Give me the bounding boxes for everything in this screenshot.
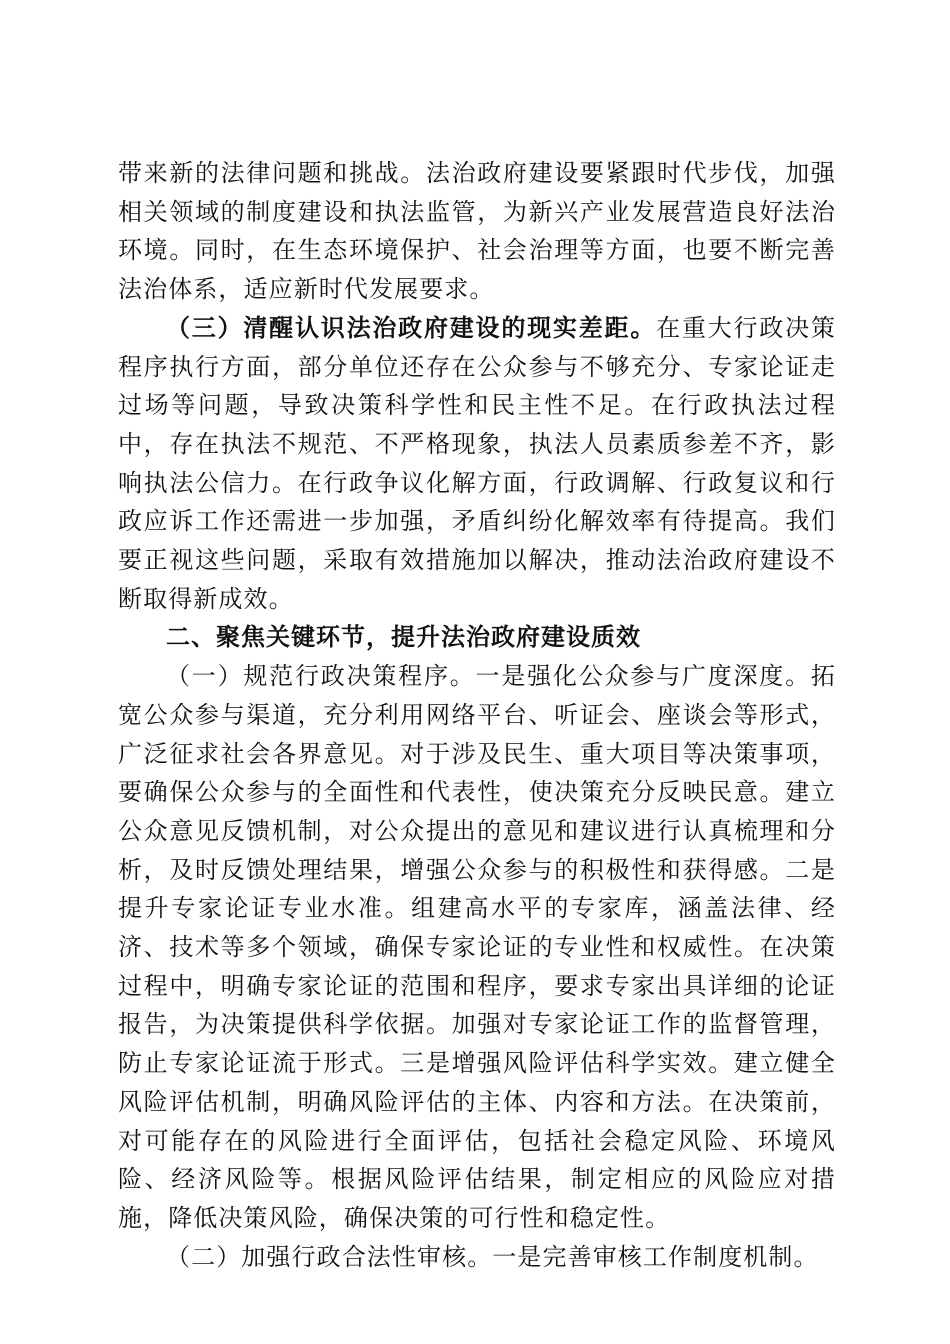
document-body [118,154,836,1276]
paragraph-decision-procedure: （一）规范行政决策程序。一是强化公众参与广度深度。拓宽公众参与渠道，充分利用网络平台、听证会、座谈会等形式，广泛征求社会各界意见。对于涉及民生、重大项目等决策事项，要确保公众参与的全面性和代表性，使决策充分反映民意。建立公众意见反馈机制，对公众提出的意见和建议进行认真梳理和分析，及时反馈处理结果，增强公众参与的积极性和获得感。二是提升专家论证专业水准。组建高水平的专家库，涵盖法律、经济、技术等多个领域，确保专家论证的专业性和权威性。在决策过程中，明确专家论证的范围和程序，要求专家出具详细的论证报告，为决策提供科学依据。加强对专家论证工作的监督管理，防止专家论证流于形式。三是增强风险评估科学实效。建立健全风险评估机制，明确风险评估的主体、内容和方法。在决策前，对可能存在的风险进行全面评估，包括社会稳定风险、环境风险、经济风险等。根据风险评估结果，制定相应的风险应对措施，降低决策风险，确保决策的可行性和稳定性。 [118,662,836,1232]
paragraph-lead: （三）清醒认识法治政府建设的现实差距。 [166,313,657,342]
paragraph-continuation: 带来新的法律问题和挑战。法治政府建设要紧跟时代步伐，加强相关领域的制度建设和执法监管，为新兴产业发展营造良好法治环境。同时，在生态环境保护、社会治理等方面，也要不断完善法治体系，适应新时代发展要求。 [118,159,836,304]
paragraph-text: 在重大行政决策程序执行方面，部分单位还存在公众参与不够充分、专家论证走过场等问题，导致决策科学性和民主性不足。在行政执法过程中，存在执法不规范、不严格现象，执法人员素质参差不齐，影响执法公信力。在行政争议化解方面，行政调解、行政复议和行政应诉工作还需进一步加强，矛盾纠纷化解效率有待提高。我们要正视这些问题，采取有效措施加以解决，推动法治政府建设不断取得新成效。 [118,313,836,613]
paragraph-reality-gap [118,309,836,619]
paragraph-legality-review: （二）加强行政合法性审核。一是完善审核工作制度机制。 [166,1242,819,1271]
section-heading: 二、聚焦关键环节，提升法治政府建设质效 [166,623,641,652]
